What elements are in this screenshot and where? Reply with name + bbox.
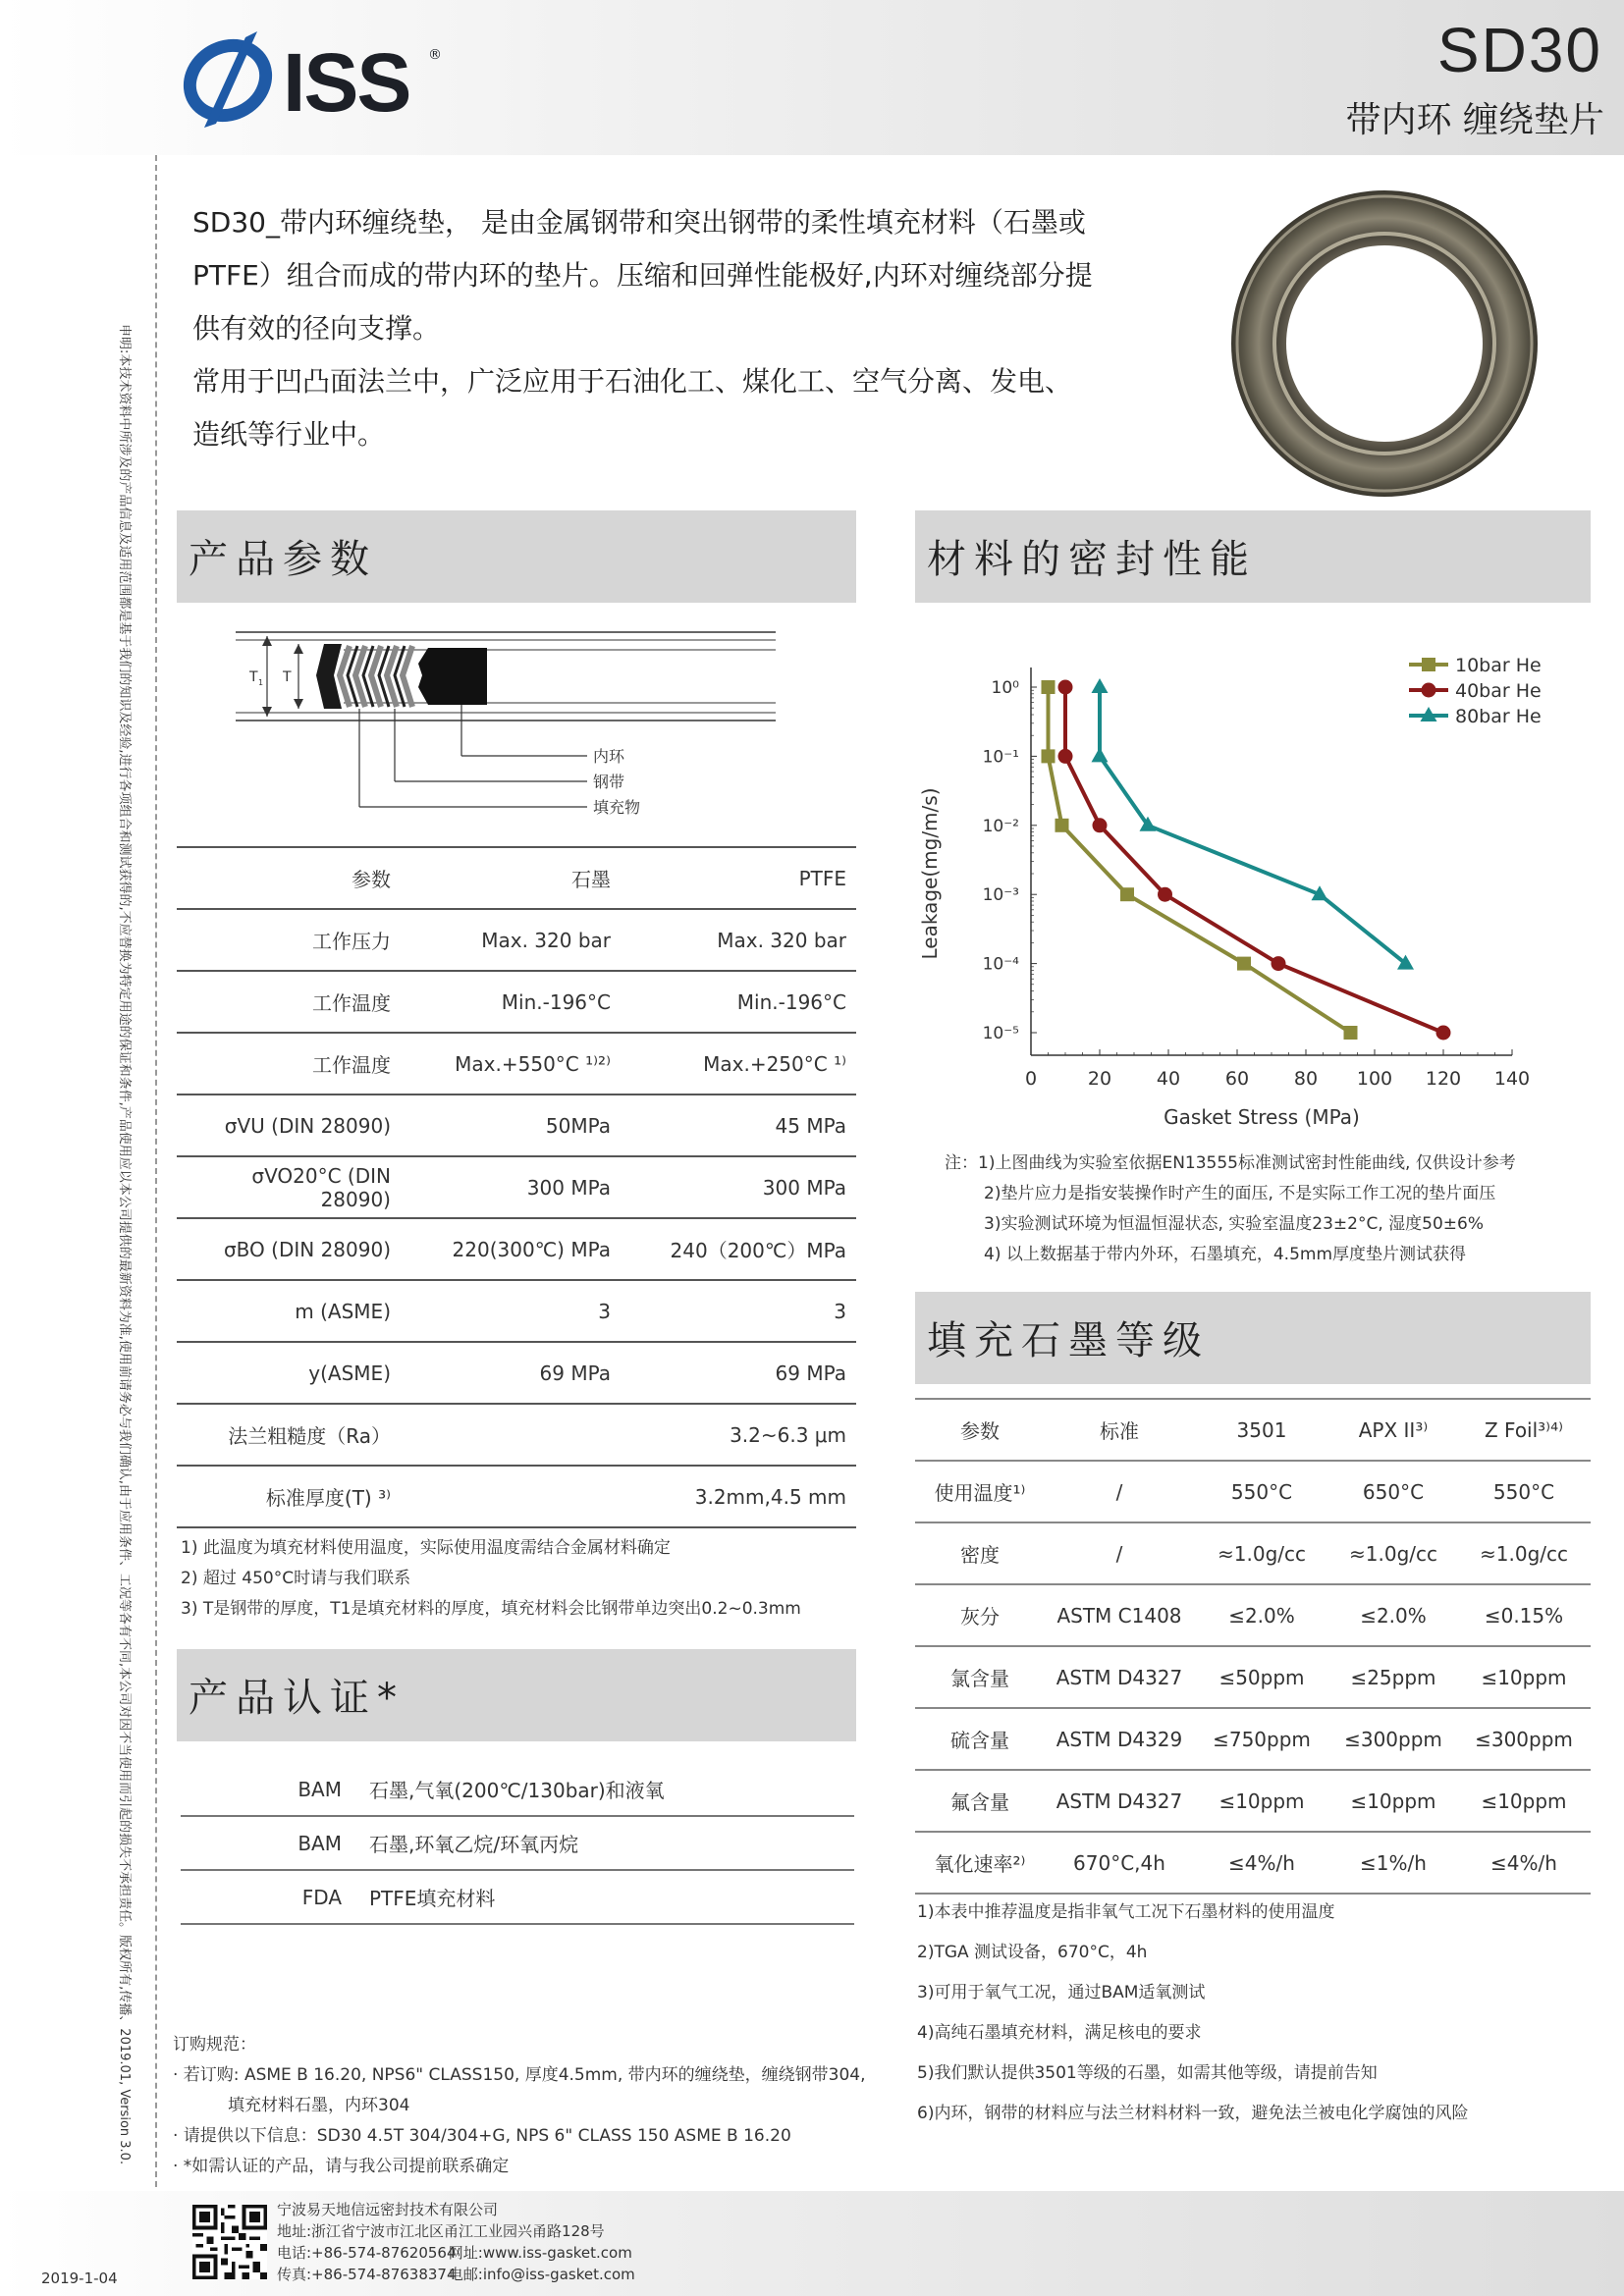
data-point — [1272, 956, 1286, 971]
section-header-graphite: 填充石墨等级 — [915, 1292, 1591, 1384]
label-steel-strip: 钢带 — [593, 773, 625, 791]
data-point — [1093, 818, 1108, 832]
table-cell: Max.+550°C ¹⁾²⁾ — [403, 1033, 621, 1095]
company-name: 宁波易天地信远密封技术有限公司 — [277, 2201, 499, 2218]
table-cell: 45 MPa — [621, 1095, 856, 1156]
section-header-params: 产品参数 — [177, 510, 856, 603]
x-tick-label: 60 — [1224, 1068, 1250, 1090]
params-table — [177, 846, 856, 1528]
company-phone: 电话:+86-574-87620564 — [277, 2244, 457, 2262]
intro-paragraph: SD30_带内环缠绕垫， 是由金属钢带和突出钢带的柔性填充材料（石墨或PTFE）组合而成的带内环的垫片。压缩和回弹性能极好,内环对缠绕部分提供有效的径向支撑。 — [192, 206, 1093, 345]
table-header-row — [915, 1399, 1591, 1461]
cert-body: BAM — [181, 1763, 369, 1816]
note-line: 3) T是钢带的厚度，T1是填充材料的厚度，填充材料会比钢带单边突出0.2~0.3mm — [181, 1599, 801, 1619]
cert-scope: 石墨,气氧(200℃/130bar)和液氧 — [369, 1763, 854, 1816]
gasket-photo — [1227, 187, 1542, 501]
table-cell: ≤10ppm — [1194, 1770, 1329, 1832]
intro-text — [192, 196, 1096, 461]
table-cell: 550°C — [1457, 1461, 1591, 1522]
ordering-line: · 请提供以下信息：SD30 4.5T 304/304+G, NPS 6" CLASS 150 ASME B 16.20 — [173, 2126, 791, 2146]
x-tick-label: 40 — [1156, 1068, 1181, 1090]
table-row — [915, 1584, 1591, 1646]
data-point — [1058, 749, 1073, 764]
table-cell: ≤300ppm — [1457, 1708, 1591, 1770]
note-line: 2) 超过 450°C时请与我们联系 — [181, 1569, 411, 1588]
cert-scope: PTFE填充材料 — [369, 1870, 854, 1924]
legend-label: 10bar He — [1455, 655, 1542, 676]
cert-body: BAM — [181, 1816, 369, 1870]
table-cell: 工作压力 — [177, 909, 403, 971]
data-point — [1237, 957, 1251, 971]
table-cell: 法兰粗糙度（Ra） — [177, 1404, 403, 1466]
table-cell: 50MPa — [403, 1095, 621, 1156]
table-cell: ≤4%/h — [1194, 1832, 1329, 1894]
legend-label: 40bar He — [1455, 680, 1542, 702]
y-tick-label: 10⁻¹ — [982, 747, 1019, 768]
table-cell: ≤50ppm — [1194, 1646, 1329, 1708]
cross-section-diagram — [177, 618, 825, 825]
table-cell: ≤300ppm — [1329, 1708, 1457, 1770]
table-row — [177, 909, 856, 971]
table-cell: 工作温度 — [177, 971, 403, 1033]
data-point — [1344, 1026, 1358, 1040]
table-cell: 使用温度¹⁾ — [915, 1461, 1045, 1522]
side-disclaimer: 申明:本技术资料中所涉及的产品信息及适用范围都是基于我们的知识及经验,进行各项组合和测试获得的,不应替换为特定用途的保证和条件,产品使用应以本公司提供的最新资料为准,使用前请务必与我们确认,由于应用条件、工况等各有不同,本公司对因不当使用而引起的损失不承担责任。版权所有,传播、2019.01, Version 3.0. — [117, 324, 132, 2165]
note-line: 1) 此温度为填充材料使用温度，实际使用温度需结合金属材料确定 — [181, 1538, 671, 1558]
table-cell: / — [1045, 1461, 1194, 1522]
chart-legend — [1409, 655, 1542, 727]
table-row — [177, 1156, 856, 1218]
data-point — [1092, 747, 1109, 762]
data-point — [1042, 749, 1056, 763]
table-cell: 3.2mm,4.5 mm — [403, 1466, 856, 1527]
note-line: 5)我们默认提供3501等级的石墨，如需其他等级，请提前告知 — [917, 2063, 1378, 2083]
note-line: 4)高纯石墨填充材料，满足核电的要求 — [917, 2023, 1202, 2043]
table-cell: ASTM D4329 — [1045, 1708, 1194, 1770]
table-header-cell: 石墨 — [403, 847, 621, 909]
chart-series — [1042, 678, 1451, 1041]
company-email[interactable]: 电邮:info@iss-gasket.com — [448, 2266, 635, 2283]
table-cell: 650°C — [1329, 1461, 1457, 1522]
table-cell: 标准厚度(T) ³⁾ — [177, 1466, 403, 1527]
y-tick-label: 10⁰ — [991, 678, 1019, 698]
intro-paragraph: 常用于凹凸面法兰中，广泛应用于石油化工、煤化工、空气分离、发电、造纸等行业中。 — [192, 365, 1073, 451]
qr-code-icon — [192, 2205, 267, 2279]
table-row — [177, 1404, 856, 1466]
table-header-cell: 标准 — [1045, 1399, 1194, 1461]
table-header-cell: PTFE — [621, 847, 856, 909]
data-point — [1058, 680, 1073, 695]
x-tick-label: 120 — [1425, 1068, 1462, 1090]
logo-text: ISS — [283, 36, 410, 129]
table-row — [177, 1280, 856, 1342]
leakage-chart — [913, 628, 1600, 1139]
table-cell: 240（200℃）MPa — [621, 1218, 856, 1280]
ordering-line: 填充材料石墨，内环304 — [228, 2096, 410, 2115]
table-header-cell: APX II³⁾ — [1329, 1399, 1457, 1461]
page-header — [0, 0, 1624, 155]
ordering-line: · 若订购: ASME B 16.20, NPS6" CLASS150, 厚度4.5mm, 带内环的缠绕垫，缠绕钢带304, — [173, 2065, 866, 2085]
table-cell: 灰分 — [915, 1584, 1045, 1646]
table-cell: ≈1.0g/cc — [1194, 1522, 1329, 1584]
table-row — [177, 1466, 856, 1527]
company-website[interactable]: 网址:www.iss-gasket.com — [448, 2244, 632, 2262]
table-row — [177, 1095, 856, 1156]
table-cell: 工作温度 — [177, 1033, 403, 1095]
y-tick-label: 10⁻² — [982, 816, 1019, 836]
table-header-cell: Z Foil³⁾⁴⁾ — [1457, 1399, 1591, 1461]
table-cell: 氟含量 — [915, 1770, 1045, 1832]
y-tick-label: 10⁻⁵ — [982, 1024, 1019, 1043]
table-row — [181, 1870, 854, 1924]
table-row — [181, 1816, 854, 1870]
table-cell: σBO (DIN 28090) — [177, 1218, 403, 1280]
table-cell: ≤4%/h — [1457, 1832, 1591, 1894]
company-address: 地址:浙江省宁波市江北区甬江工业园兴甬路128号 — [277, 2222, 605, 2240]
section-header-certification: 产品认证* — [177, 1649, 856, 1741]
y-tick-label: 10⁻⁴ — [982, 954, 1019, 975]
data-point — [1092, 678, 1109, 693]
table-cell: 670°C,4h — [1045, 1832, 1194, 1894]
note-line: 1)本表中推荐温度是指非氧气工况下石墨材料的使用温度 — [917, 1902, 1335, 1922]
table-cell: ≤750ppm — [1194, 1708, 1329, 1770]
series-line — [1065, 687, 1443, 1033]
ordering-line: · *如需认证的产品，请与我公司提前联系确定 — [173, 2157, 510, 2176]
dim-t1-subscript: 1 — [258, 678, 264, 687]
model-code: SD30 — [1436, 15, 1602, 85]
company-fax: 传真:+86-574-87638374 — [277, 2266, 457, 2283]
x-tick-label: 20 — [1087, 1068, 1112, 1090]
table-header-row — [177, 847, 856, 909]
table-row — [915, 1832, 1591, 1894]
cert-body: FDA — [181, 1870, 369, 1924]
table-row — [181, 1763, 854, 1816]
table-row — [915, 1708, 1591, 1770]
table-cell: ASTM C1408 — [1045, 1584, 1194, 1646]
table-cell: 3.2~6.3 μm — [403, 1404, 856, 1466]
contact-row — [277, 2264, 635, 2285]
table-row — [915, 1522, 1591, 1584]
ordering-spec — [173, 2030, 866, 2182]
data-point — [1436, 1026, 1451, 1041]
data-point — [1422, 658, 1435, 671]
table-cell: Max.+250°C ¹⁾ — [621, 1033, 856, 1095]
table-row — [177, 971, 856, 1033]
section-header-sealing: 材料的密封性能 — [915, 510, 1591, 603]
table-row — [177, 1218, 856, 1280]
table-cell: 550°C — [1194, 1461, 1329, 1522]
data-point — [1422, 683, 1436, 698]
document-date: 2019-1-04 — [41, 2269, 118, 2287]
table-cell: ASTM D4327 — [1045, 1646, 1194, 1708]
table-cell: 氧化速率²⁾ — [915, 1832, 1045, 1894]
table-cell: ≤10ppm — [1329, 1770, 1457, 1832]
table-row — [177, 1342, 856, 1404]
table-cell: ≤0.15% — [1457, 1584, 1591, 1646]
note-line: 3)可用于氧气工况，通过BAM适氧测试 — [917, 1983, 1206, 2002]
contact-row — [277, 2242, 635, 2264]
table-row — [915, 1770, 1591, 1832]
note-line: 3)实验测试环境为恒温恒湿状态, 实验室温度23±2°C, 湿度50±6% — [984, 1214, 1484, 1234]
side-divider — [155, 155, 157, 2197]
company-info — [277, 2199, 635, 2285]
table-cell: ≈1.0g/cc — [1329, 1522, 1457, 1584]
table-cell: 220(300℃) MPa — [403, 1218, 621, 1280]
x-tick-label: 100 — [1356, 1068, 1393, 1090]
data-point — [1158, 887, 1172, 902]
params-notes — [181, 1533, 801, 1625]
ordering-line: 订购规范： — [173, 2035, 256, 2055]
chart-notes — [945, 1148, 1516, 1270]
table-cell: 300 MPa — [403, 1156, 621, 1218]
y-tick-label: 10⁻³ — [982, 885, 1019, 906]
table-cell: 3 — [621, 1280, 856, 1342]
table-cell: σVO20°C (DIN 28090) — [177, 1156, 403, 1218]
table-cell: ≤1%/h — [1329, 1832, 1457, 1894]
table-cell: ≈1.0g/cc — [1457, 1522, 1591, 1584]
table-cell: Min.-196°C — [621, 971, 856, 1033]
legend-label: 80bar He — [1455, 706, 1542, 727]
table-cell: ≤10ppm — [1457, 1646, 1591, 1708]
dim-t1-label: T — [249, 669, 258, 685]
table-header-cell: 3501 — [1194, 1399, 1329, 1461]
table-cell: ≤10ppm — [1457, 1770, 1591, 1832]
graphite-notes — [917, 1893, 1468, 2134]
table-cell: σVU (DIN 28090) — [177, 1095, 403, 1156]
table-cell: 氯含量 — [915, 1646, 1045, 1708]
note-line: 4) 以上数据基于带内外环，石墨填充，4.5mm厚度垫片测试获得 — [984, 1245, 1467, 1264]
series-line — [1049, 687, 1351, 1033]
x-tick-label: 80 — [1293, 1068, 1319, 1090]
chart-axes — [1031, 667, 1512, 1055]
iss-logo — [177, 29, 442, 129]
table-cell: 69 MPa — [621, 1342, 856, 1404]
table-cell: Min.-196°C — [403, 971, 621, 1033]
note-line: 2)TGA 测试设备，670°C，4h — [917, 1943, 1148, 1962]
logo-swoosh-icon — [177, 29, 285, 128]
table-row — [915, 1461, 1591, 1522]
table-cell: 3 — [403, 1280, 621, 1342]
product-subtitle: 带内环 缠绕垫片 — [1345, 100, 1604, 140]
note-line: 2)垫片应力是指安装操作时产生的面压, 不是实际工作工况的垫片面压 — [984, 1184, 1496, 1203]
table-header-cell: 参数 — [177, 847, 403, 909]
table-cell: ASTM D4327 — [1045, 1770, 1194, 1832]
note-line: 注：1)上图曲线为实验室依据EN13555标准测试密封性能曲线, 仅供设计参考 — [945, 1153, 1516, 1173]
table-cell: y(ASME) — [177, 1342, 403, 1404]
cert-scope: 石墨,环氧乙烷/环氧丙烷 — [369, 1816, 854, 1870]
label-inner-ring: 内环 — [593, 747, 625, 766]
table-cell: m (ASME) — [177, 1280, 403, 1342]
table-cell: Max. 320 bar — [621, 909, 856, 971]
table-cell: ≤25ppm — [1329, 1646, 1457, 1708]
x-tick-label: 0 — [1024, 1068, 1038, 1090]
table-cell: / — [1045, 1522, 1194, 1584]
y-axis-label: Leakage(mg/m/s) — [918, 787, 942, 960]
logo-registered-mark: ® — [428, 47, 442, 63]
x-axis-label: Gasket Stress (MPa) — [1164, 1105, 1360, 1129]
x-tick-label: 140 — [1493, 1068, 1531, 1090]
table-header-cell: 参数 — [915, 1399, 1045, 1461]
dim-t-label: T — [283, 669, 292, 685]
table-cell: 69 MPa — [403, 1342, 621, 1404]
table-cell: Max. 320 bar — [403, 909, 621, 971]
data-point — [1056, 819, 1069, 832]
data-point — [1120, 887, 1134, 901]
certification-table — [181, 1763, 854, 1925]
data-point — [1042, 680, 1056, 694]
note-line: 6)内环，钢带的材料应与法兰材料材料一致，避免法兰被电化学腐蚀的风险 — [917, 2104, 1469, 2123]
label-filler: 填充物 — [593, 798, 641, 817]
table-cell: ≤2.0% — [1194, 1584, 1329, 1646]
table-cell: 密度 — [915, 1522, 1045, 1584]
graphite-grade-table — [915, 1398, 1591, 1895]
table-cell: 300 MPa — [621, 1156, 856, 1218]
table-row — [915, 1646, 1591, 1708]
table-cell: ≤2.0% — [1329, 1584, 1457, 1646]
table-row — [177, 1033, 856, 1095]
table-cell: 硫含量 — [915, 1708, 1045, 1770]
